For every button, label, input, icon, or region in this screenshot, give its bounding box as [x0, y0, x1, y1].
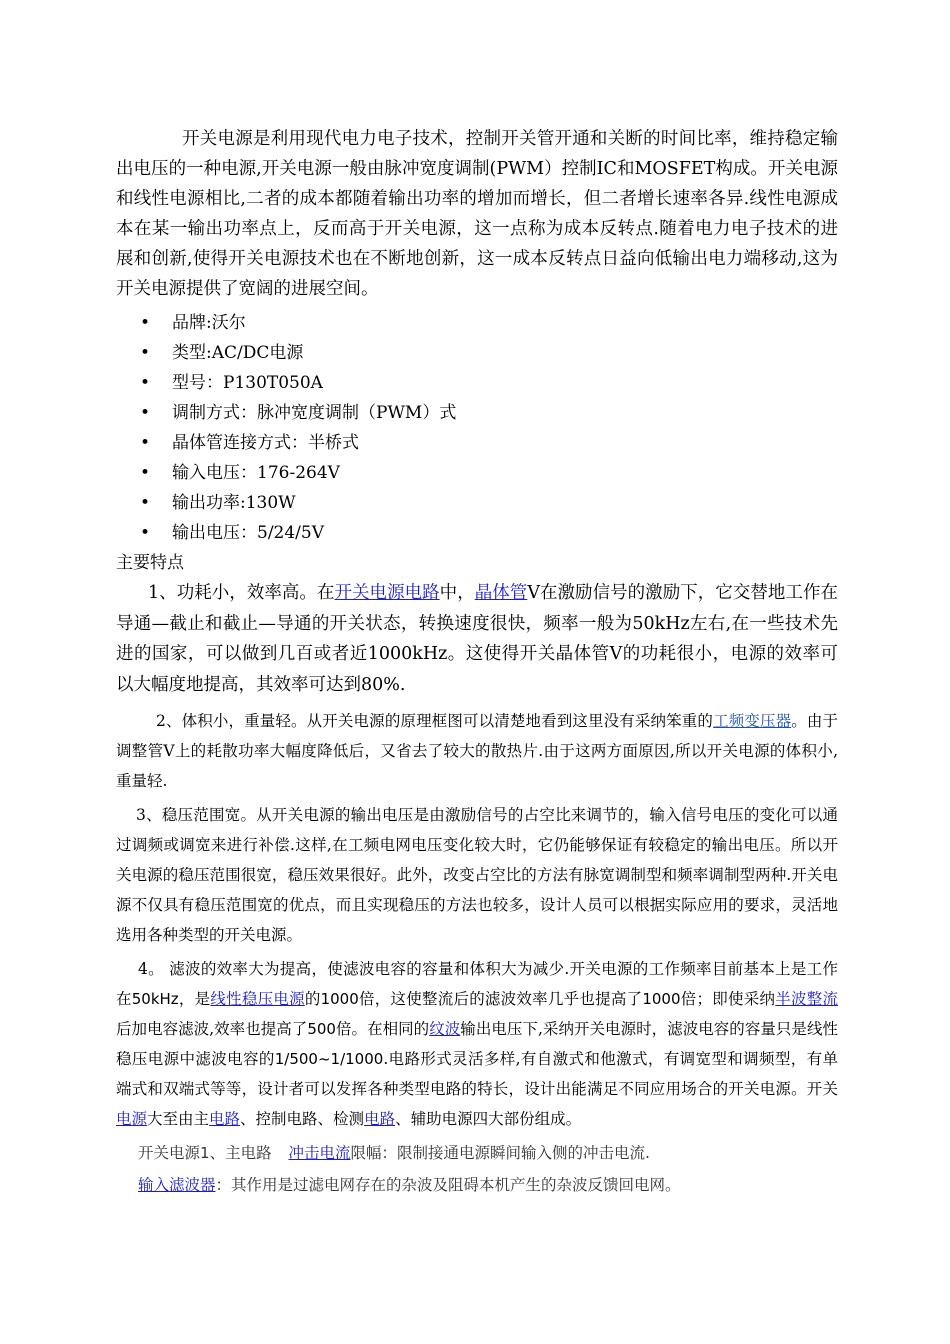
number-run: 1000	[642, 990, 681, 1008]
text-run: ，是	[178, 990, 211, 1008]
feature-3-paragraph: 3、稳压范围宽。从开关电源的输出电压是由激励信号的占空比来调节的，输入信号电压的变化可以通过调频或调宽来进行补偿.这样,在工频电网电压变化较大时，它仍能够保证有较稳定的输出电压。所以开关电源的稳压范围很宽，稳压效果很好。此外，改变占空比的方法有脉宽调制型和频率调制型两种.开关电源不仅具有稳压范围宽的优点，而且实现稳压的方法也较多，设计人员可以根据实际应用的要求，灵活地选用各种类型的开关电源。	[116, 806, 838, 944]
text-run: 的	[304, 990, 321, 1008]
spec-text: 调制方式：脉冲宽度调制（PWM）式	[172, 403, 457, 423]
link-circuit[interactable]: 电路	[209, 1110, 241, 1128]
text-run: 4。 滤波的效率大为提高，使滤波电容的容量和体积大为减少.开关电源的工作频率目前基本上是工作在	[116, 960, 838, 1008]
text-run: V在激励信号的激励下，它交替地工作在导通—截止和截止—导通的开关状态，转换速度很快，频率一般为50kHz左右,在一些技术先进的国家，可以做到几百或者近1000kHz。这使得开关晶体管V的功耗很小，电源的效率可以大幅度地提高，其效率可达到80%.	[116, 583, 838, 695]
text-run: 大至由主	[147, 1110, 210, 1128]
text-run: 倍，这使整流后的滤波效率几乎也提高了	[358, 990, 643, 1008]
link-circuit[interactable]: 电路	[364, 1110, 396, 1128]
text-run: 输出电压下,采纳开关电源时，滤波电容的容量只是线性稳压电源中滤波电容的	[116, 1020, 838, 1068]
intro-paragraph: 开关电源是利用现代电力电子技术，控制开关管开通和关断的时间比率，维持稳定输出电压的一种电源,开关电源一般由脉冲宽度调制(PWM）控制IC和MOSFET构成。开关电源和线性电源相比,二者的成本都随着输出功率的增加而增长，但二者增长速率各异.线性电源成本在某一输出功率点上，反而高于开关电源，这一点称为成本反转点.随着电力电子技术的进展和创新,使得开关电源技术也在不断地创新，这一成本反转点日益向低输出电力端移动,这为开关电源提供了宽阔的进展空间。	[116, 129, 838, 299]
link-switching-power-circuit[interactable]: 开关电源电路	[334, 583, 440, 603]
link-linear-regulated-power[interactable]: 线性稳压电源	[210, 990, 305, 1008]
bullet-icon: •	[140, 313, 151, 333]
text-run: 倍；即使采纳	[680, 990, 776, 1008]
list-item	[116, 338, 838, 368]
spec-text: 晶体管连接方式：半桥式	[172, 433, 359, 453]
bullet-icon: •	[140, 373, 151, 393]
text-run: 倍。在相同的	[335, 1020, 430, 1038]
text-run: .电路形式灵活多样,有自激式和他激式，有调宽型和调频型，有单端式和双端式等等，设计者可以发挥各种类型电路的特长，设计出能满足不同应用场合的开关电源。开关	[116, 1050, 838, 1098]
text-run: 1、功耗小，效率高。在	[148, 583, 335, 603]
number-run: 1	[200, 1144, 210, 1162]
link-ripple[interactable]: 纹波	[429, 1020, 461, 1038]
list-item	[116, 488, 838, 518]
number-run: 500	[307, 1020, 336, 1038]
text-run: ：其作用是过滤电网存在的杂波及阻碍本机产生的杂波反馈回电网。	[215, 1176, 681, 1194]
spec-text: 品牌:沃尔	[172, 313, 246, 333]
document-page	[116, 124, 838, 1200]
link-power-supply[interactable]: 电源	[116, 1110, 148, 1128]
link-power-frequency-transformer[interactable]: 工频变压器	[713, 712, 792, 730]
feature-2-paragraph	[116, 706, 838, 796]
main-circuit-paragraph	[116, 1138, 838, 1168]
text-run: 。由于调整管V上的耗散功率大幅度降低后，又省去了较大的散热片.由于这两方面原因,所以开关电源的体积小,重量轻.	[116, 712, 838, 790]
bullet-icon: •	[140, 493, 151, 513]
bullet-icon: •	[140, 523, 151, 543]
text-run: 、主电路	[209, 1144, 277, 1162]
bullet-icon: •	[140, 433, 151, 453]
text-run: 限幅：限制接通电源瞬间输入侧的冲击电流.	[350, 1144, 650, 1162]
text-run: 后加电容滤波,效率也提高了	[116, 1020, 308, 1038]
features-heading: 主要特点	[116, 553, 184, 573]
list-item	[116, 458, 838, 488]
link-inrush-current[interactable]: 冲击电流	[288, 1144, 351, 1162]
bullet-icon: •	[140, 343, 151, 363]
spec-text: 输出功率:130W	[172, 493, 296, 513]
bullet-icon: •	[140, 403, 151, 423]
text-run: 开关电源	[138, 1144, 201, 1162]
text-run: 、辅助电源四大部份组成。	[395, 1110, 582, 1128]
feature-1-paragraph	[116, 578, 838, 700]
number-run: 50kHz	[131, 990, 179, 1008]
text-run: 2、体积小，重量轻。从开关电源的原理框图可以清楚地看到这里没有采纳笨重的	[156, 712, 714, 730]
text-run: 、控制电路、检测	[240, 1110, 365, 1128]
feature-4-paragraph	[116, 954, 838, 1134]
list-item	[116, 308, 838, 338]
bullet-icon: •	[140, 463, 151, 483]
spec-list	[116, 308, 838, 548]
text-run: 中，	[439, 583, 475, 603]
spec-text: 输入电压：176-264V	[172, 463, 340, 483]
spec-text: 输出电压：5/24/5V	[172, 523, 324, 543]
list-item	[116, 518, 838, 548]
input-filter-paragraph	[116, 1170, 838, 1200]
spec-text: 类型:AC/DC电源	[172, 343, 304, 363]
link-input-filter[interactable]: 输入滤波器	[138, 1176, 216, 1194]
number-run: 1/500~1/1000	[274, 1050, 384, 1068]
list-item	[116, 428, 838, 458]
link-transistor[interactable]: 晶体管	[474, 583, 528, 603]
list-item	[116, 368, 838, 398]
link-half-wave-rectification[interactable]: 半波整流	[775, 990, 838, 1008]
list-item	[116, 398, 838, 428]
spec-text: 型号：P130T050A	[172, 373, 323, 393]
number-run: 1000	[320, 990, 359, 1008]
